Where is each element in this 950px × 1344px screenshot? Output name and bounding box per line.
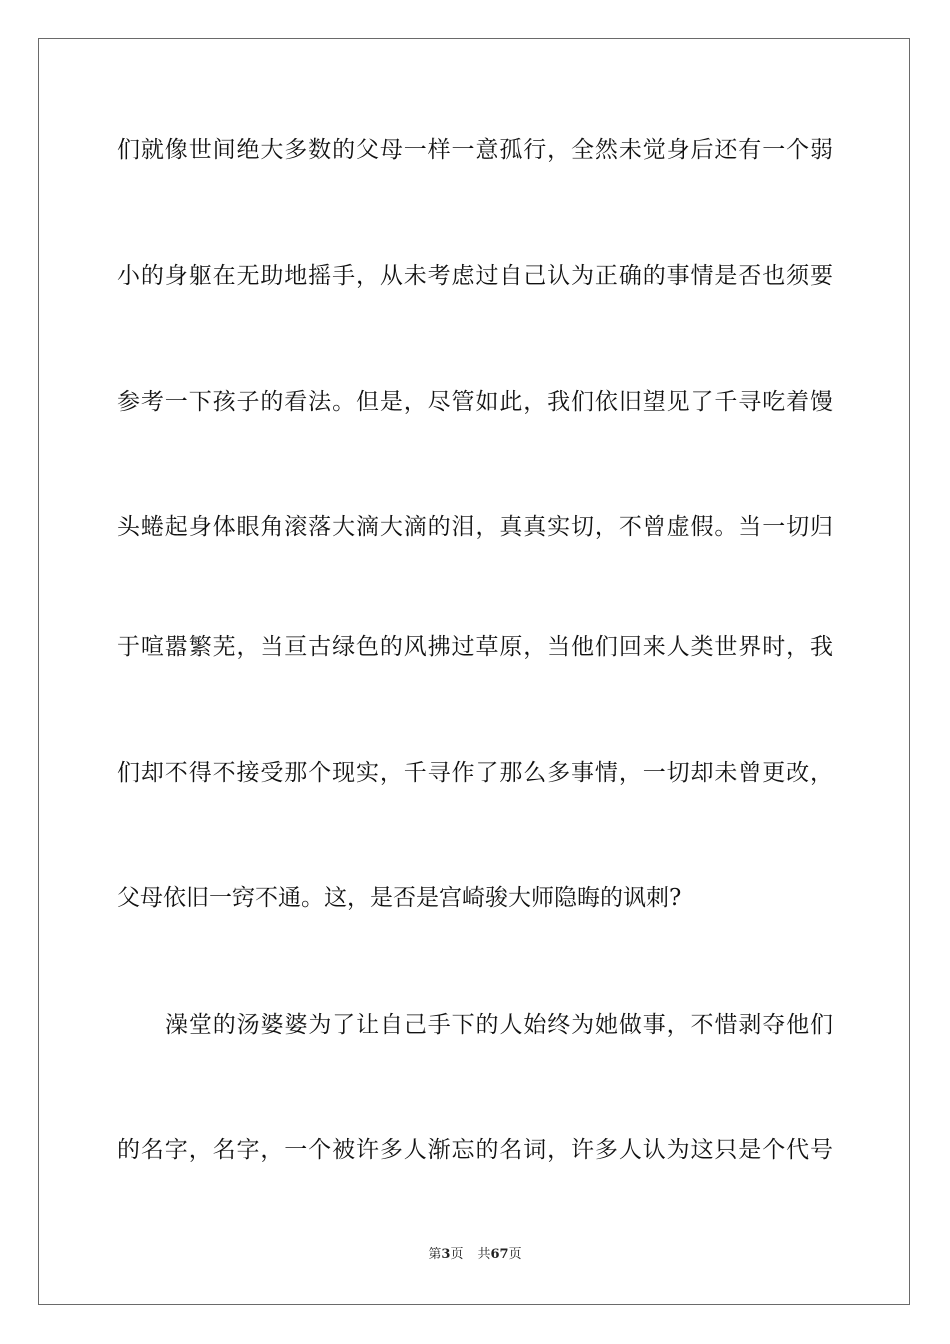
page-prefix: 第 bbox=[428, 1247, 442, 1262]
total-suffix: 页 bbox=[508, 1247, 522, 1262]
text-line-4: 头蜷起身体眼角滚落大滴大滴的泪，真真实切，不曾虚假。当一切归 bbox=[117, 514, 833, 540]
text-line-7: 父母依旧一窍不通。这，是否是宫崎骏大师隐晦的讽刺? bbox=[117, 885, 682, 911]
text-line-9: 的名字，名字，一个被许多人渐忘的名词，许多人认为这只是个代号 bbox=[117, 1137, 833, 1163]
text-line-5: 于喧嚣繁芜，当亘古绿色的风拂过草原，当他们回来人类世界时，我 bbox=[117, 634, 833, 660]
page-footer bbox=[0, 1246, 950, 1264]
page-number: 3 bbox=[441, 1247, 451, 1262]
text-line-1: 们就像世间绝大多数的父母一样一意孤行，全然未觉身后还有一个弱 bbox=[117, 137, 833, 163]
text-line-2: 小的身躯在无助地摇手，从未考虑过自己认为正确的事情是否也须要 bbox=[117, 263, 833, 289]
total-pages: 67 bbox=[490, 1247, 509, 1262]
text-line-8: 澡堂的汤婆婆为了让自己手下的人始终为她做事，不惜剥夺他们 bbox=[165, 1012, 833, 1038]
total-prefix: 共 bbox=[477, 1247, 491, 1262]
page-suffix: 页 bbox=[450, 1247, 464, 1262]
page-border bbox=[38, 38, 910, 1305]
text-line-6: 们却不得不接受那个现实，千寻作了那么多事情，一切却未曾更改， bbox=[117, 760, 833, 786]
text-line-3: 参考一下孩子的看法。但是，尽管如此，我们依旧望见了千寻吃着馒 bbox=[117, 389, 833, 415]
